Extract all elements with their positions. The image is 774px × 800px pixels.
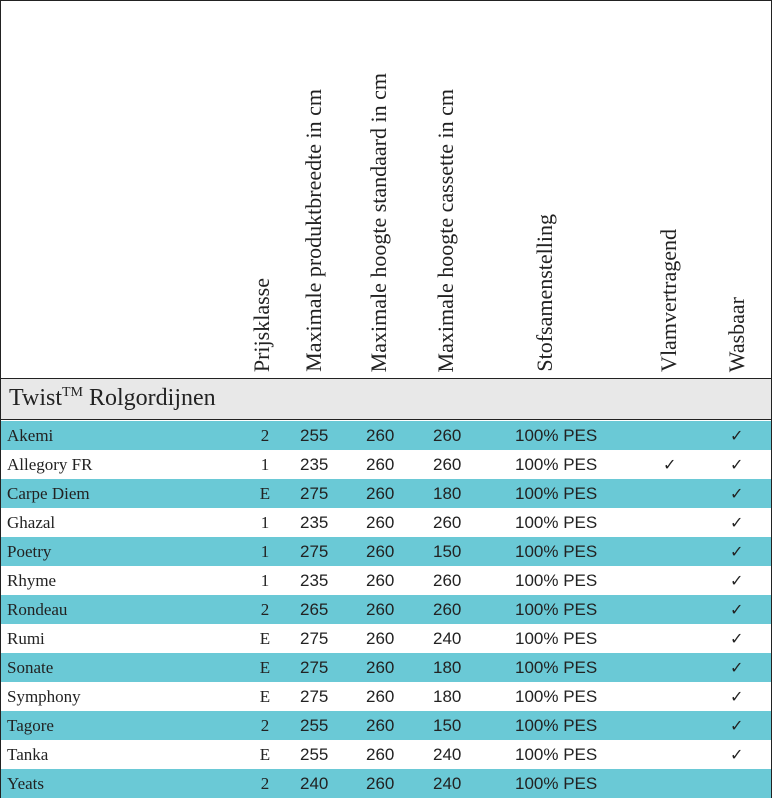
header-max-height-standard: Maximale hoogte standaard in cm [366, 72, 391, 372]
row-max-height-standard: 260 [366, 774, 395, 793]
row-fabric: 100% PES [515, 600, 598, 619]
row-washable: ✓ [730, 484, 744, 503]
row-washable: ✓ [730, 629, 744, 648]
row-max-width: 275 [300, 484, 329, 503]
table-row [1, 595, 771, 624]
row-max-width: 255 [300, 426, 329, 445]
row-price-class: E [259, 687, 271, 706]
row-max-height-cassette: 260 [433, 513, 462, 532]
row-price-class: 2 [260, 716, 270, 735]
row-fabric: 100% PES [515, 629, 598, 648]
table-row [1, 566, 771, 595]
row-fabric: 100% PES [515, 658, 598, 677]
row-price-class: 1 [260, 571, 270, 590]
header-price-class: Prijsklasse [249, 277, 274, 372]
row-fabric: 100% PES [515, 687, 598, 706]
table-row [1, 508, 771, 537]
row-price-class: 2 [260, 426, 270, 445]
row-max-width: 240 [300, 774, 329, 793]
row-max-width: 255 [300, 745, 329, 764]
row-max-width: 235 [300, 513, 329, 532]
row-name: Allegory FR [7, 455, 93, 474]
row-price-class: E [259, 629, 271, 648]
row-fabric: 100% PES [515, 716, 598, 735]
row-max-height-standard: 260 [366, 571, 395, 590]
header-max-width: Maximale produktbreedte in cm [301, 89, 326, 372]
row-name: Tanka [7, 745, 49, 764]
table-row [1, 682, 771, 711]
table-row [1, 624, 771, 653]
row-name: Poetry [7, 542, 52, 561]
row-price-class: 1 [260, 455, 270, 474]
row-max-height-standard: 260 [366, 745, 395, 764]
row-max-height-standard: 260 [366, 629, 395, 648]
row-price-class: E [259, 745, 271, 764]
row-max-width: 275 [300, 658, 329, 677]
row-washable: ✓ [730, 687, 744, 706]
row-washable: ✓ [730, 513, 744, 532]
header-max-height-cassette: Maximale hoogte cassette in cm [433, 88, 458, 372]
header-fabric: Stofsamenstelling [532, 214, 557, 372]
table-row [1, 740, 771, 769]
table-row [1, 479, 771, 508]
row-fabric: 100% PES [515, 745, 598, 764]
row-washable: ✓ [730, 455, 744, 474]
row-washable: ✓ [730, 658, 744, 677]
row-max-height-cassette: 240 [433, 774, 462, 793]
row-max-width: 235 [300, 455, 329, 474]
row-name: Symphony [7, 687, 81, 706]
row-washable: ✓ [730, 542, 744, 561]
row-max-height-cassette: 180 [433, 484, 462, 503]
row-max-height-cassette: 260 [433, 426, 462, 445]
row-max-height-cassette: 150 [433, 542, 462, 561]
table-row [1, 711, 771, 740]
row-name: Tagore [7, 716, 54, 735]
row-max-width: 275 [300, 629, 329, 648]
row-max-height-cassette: 240 [433, 629, 462, 648]
row-max-height-standard: 260 [366, 426, 395, 445]
row-max-height-cassette: 180 [433, 687, 462, 706]
row-max-width: 265 [300, 600, 329, 619]
row-max-height-standard: 260 [366, 513, 395, 532]
section-title [9, 385, 216, 412]
row-max-height-standard: 260 [366, 687, 395, 706]
row-washable: ✓ [730, 600, 744, 619]
row-max-width: 255 [300, 716, 329, 735]
row-max-width: 275 [300, 542, 329, 561]
trademark-mark: TM [62, 385, 83, 400]
section-title-bar [1, 378, 771, 420]
row-name: Yeats [7, 774, 45, 793]
row-max-height-standard: 260 [366, 716, 395, 735]
table-row [1, 653, 771, 682]
row-name: Rhyme [7, 571, 57, 590]
row-max-height-cassette: 240 [433, 745, 462, 764]
row-max-height-standard: 260 [366, 658, 395, 677]
row-max-height-cassette: 180 [433, 658, 462, 677]
row-price-class: E [259, 484, 271, 503]
row-max-height-standard: 260 [366, 484, 395, 503]
row-fabric: 100% PES [515, 484, 598, 503]
row-name: Akemi [7, 426, 54, 445]
table-row [1, 421, 771, 450]
row-name: Sonate [7, 658, 54, 677]
row-fabric: 100% PES [515, 571, 598, 590]
row-max-height-standard: 260 [366, 542, 395, 561]
row-max-height-cassette: 150 [433, 716, 462, 735]
row-fabric: 100% PES [515, 455, 598, 474]
table-row [1, 537, 771, 566]
row-name: Rondeau [7, 600, 68, 619]
row-washable: ✓ [730, 716, 744, 735]
row-fabric: 100% PES [515, 774, 598, 793]
row-fabric: 100% PES [515, 542, 598, 561]
row-max-width: 235 [300, 571, 329, 590]
header-washable: Wasbaar [724, 296, 749, 372]
row-max-height-cassette: 260 [433, 455, 462, 474]
row-max-height-cassette: 260 [433, 600, 462, 619]
title-rest: Rolgordijnen [83, 385, 216, 411]
row-name: Ghazal [7, 513, 56, 532]
row-name: Rumi [7, 629, 45, 648]
table-body [1, 421, 771, 798]
row-flame-retardant: ✓ [663, 455, 677, 474]
row-washable: ✓ [730, 571, 744, 590]
row-washable: ✓ [730, 745, 744, 764]
row-price-class: 1 [260, 513, 270, 532]
row-price-class: E [259, 658, 271, 677]
column-header-area [1, 1, 771, 378]
title-main: Twist [9, 385, 62, 411]
row-fabric: 100% PES [515, 513, 598, 532]
row-washable: ✓ [730, 426, 744, 445]
row-max-width: 275 [300, 687, 329, 706]
row-max-height-cassette: 260 [433, 571, 462, 590]
row-price-class: 1 [260, 542, 270, 561]
row-price-class: 2 [260, 774, 270, 793]
row-max-height-standard: 260 [366, 600, 395, 619]
row-fabric: 100% PES [515, 426, 598, 445]
header-flame-retardant: Vlamvertragend [656, 229, 681, 372]
row-max-height-standard: 260 [366, 455, 395, 474]
row-price-class: 2 [260, 600, 270, 619]
row-name: Carpe Diem [7, 484, 90, 503]
table-row [1, 450, 771, 479]
table-row [1, 769, 771, 798]
